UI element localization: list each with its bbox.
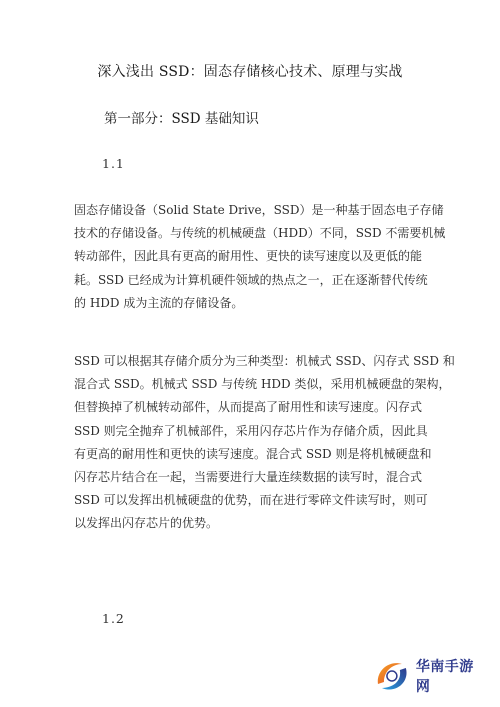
paragraph-line: 以发挥出闪存芯片的优势。 [74, 516, 219, 531]
paragraph-line: 的 HDD 成为主流的存储设备。 [74, 295, 244, 310]
watermark-text: 华南手游网 [415, 659, 474, 695]
document-title: 深入浅出 SSD：固态存储核心技术、原理与实战 [97, 64, 403, 80]
paragraph-ssd-types [74, 350, 455, 536]
paragraph-line: SSD 则完全抛弃了机械部件，采用闪存芯片作为存储介质，因此具 [74, 423, 428, 438]
paragraph-line: 有更高的耐用性和更快的读写速度。混合式 SSD 则是将机械硬盘和 [74, 446, 432, 461]
paragraph-line: 闪存芯片结合在一起，当需要进行大量连续数据的读写时，混合式 [74, 470, 423, 485]
paragraph-line: SSD 可以发挥出机械硬盘的优势，而在进行零碎文件读写时，则可 [74, 493, 428, 508]
paragraph-ssd-intro [74, 199, 446, 315]
section-number-1-2: 1.2 [102, 611, 125, 626]
paragraph-line: 转动部件，因此具有更高的耐用性、更快的读写速度以及更低的能 [74, 249, 423, 264]
paragraph-line: 但替换掉了机械转动部件，从而提高了耐用性和读写速度。闪存式 [74, 400, 423, 415]
swirl-logo-icon [370, 654, 414, 698]
paragraph-line: 技术的存储设备。与传统的机械硬盘（HDD）不同，SSD 不需要机械 [74, 226, 446, 241]
part-heading: 第一部分：SSD 基础知识 [104, 111, 259, 127]
paragraph-line: 固态存储设备（Solid State Drive，SSD）是一种基于固态电子存储 [74, 203, 444, 217]
paragraph-line: 混合式 SSD。机械式 SSD 与传统 HDD 类似，采用机械硬盘的架构， [74, 377, 451, 392]
section-number-1-1: 1.1 [102, 156, 125, 171]
site-watermark [370, 653, 488, 699]
paragraph-line: 耗。SSD 已经成为计算机硬件领域的热点之一，正在逐渐替代传统 [74, 272, 428, 287]
paragraph-line: SSD 可以根据其存储介质分为三种类型：机械式 SSD、闪存式 SSD 和 [74, 354, 455, 368]
